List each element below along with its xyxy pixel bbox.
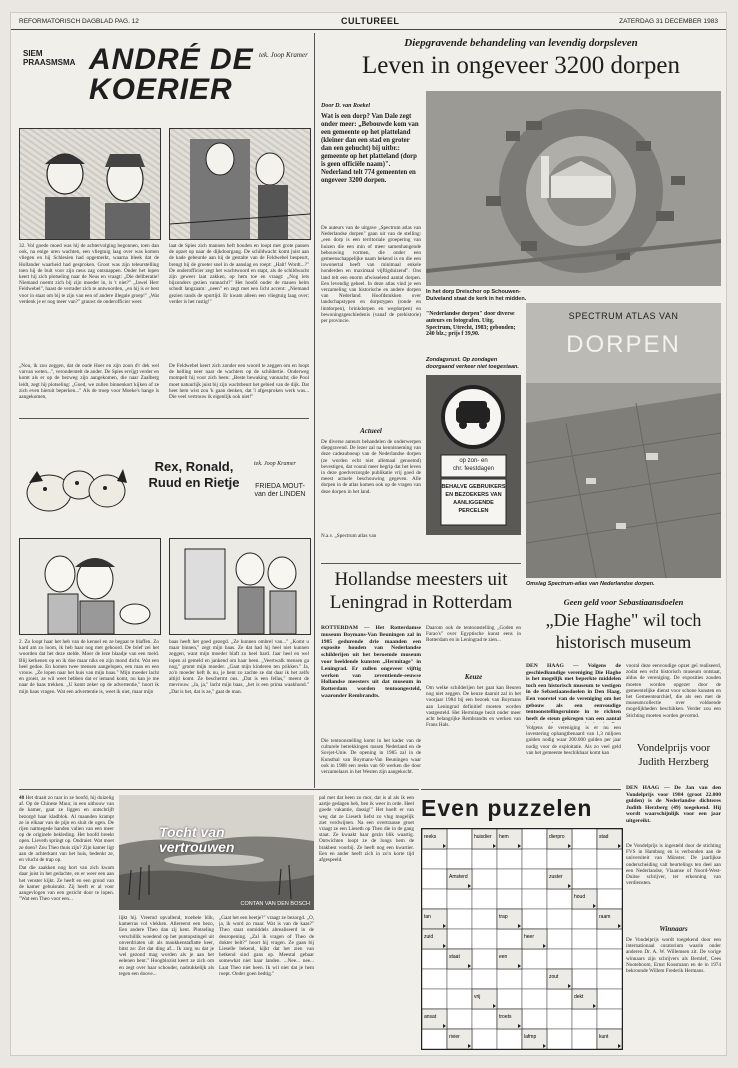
leven-closing: N.a.v. „Spectrum atlas van [321, 533, 377, 539]
puzzle-clue-text: zuid [424, 934, 434, 940]
atlas-cover-subtitle: DORPEN [566, 331, 681, 358]
sign-text-top: op zon- en chr. feestdagen [452, 458, 495, 472]
vondel-title: Vondelprijs voor Judith Herzberg [636, 742, 711, 768]
leven-byline: Door D. van Roekel [321, 103, 370, 109]
comic1-panel-2 [169, 128, 311, 240]
leven-body-a: De auteurs van de uitgave „Spectrum atlas van Nederlandse dorpen" gaan uit van de stelling: „een dorp is een territoriale groepering van huizen die een min of meer samenhangende bebouwing vormen, die onder een gemeenschappelijke naam bekend is en die een inwonertal heeft van minimaal enkele honderden en maximaal vijftigduizend". Ons land telt een enorm afwisselend aantal dorpen. Een levendig geheel. In deze atlas vind je een verzameling van historische en andere dorpen van Nederland. Hoofdstukken over landschapstypen en dorpstypen (ronde en lintdorpen), brinkdorpen en wegdorpen) en bewoningsgeschiedenis (vanaf de prehistorie) per provincie. [321, 225, 421, 325]
puzzle-clue-text: houd [574, 894, 586, 900]
comic2-author: FRIEDA MOUT-van der LINDEN [254, 483, 306, 498]
puzzle-clue-text: trap [499, 914, 508, 920]
puzzle-clue-text: hem [499, 834, 509, 840]
comic2-panel-1 [19, 538, 161, 635]
section-title: CULTUREEL [341, 16, 400, 26]
comic1-author: SIEM PRAASMSMA [23, 49, 76, 67]
puzzle-grid [421, 828, 623, 1050]
puzzle-clue-text: rivier [449, 1034, 460, 1040]
puzzle-clue-text: tan [424, 914, 431, 920]
comic2-panel-2 [169, 538, 311, 635]
vondel-body-b: De Vondelprijs wordt toegekend door een internationaal curatorium waarin onder anderen Dr. A. W. Willemsen zit. De vorige winnaars zijn schrijvers als Bernlef, Cees Nooteboom, Ernst Kossmann en de in 1974 bekroonde Willem Frederik Hermans. [626, 937, 721, 975]
comic1-text-d: De Feldwebel keert zich zonder een woord te zeggen om en loopt de helling neer naar de wachters op de schildertie. Onderweg mompelt hij voor zich heen: „Beste bewaking vannacht; die Pool moet natuurlijk juist bij zijn wachtbeurt het gebied van de dijk. Dat heet hem wist zou 'k gaan denken, dat 'l afgesproken werk was... Die veel vertrouw ik eigenlijk ook niet!" [169, 363, 309, 401]
puzzle-clue-text: zuster [549, 874, 563, 880]
puzzle-clue-text: ansat [424, 1014, 437, 1020]
leven-subhead: Actueel [360, 427, 382, 435]
atlas-cover [526, 303, 721, 578]
comic1-text-a: 32. Vol goede moed was hij de achtervolging begonnen, toen dan ook, na enige uren wachten, een vliegtuig laag over was komen vliegen en hij Schlesien had opgemerkt, waarna bleek dat de Hollander waarheid had gesproken. Groot was zijn teleurstelling toen hij de buit voor zijn neus zag ontsnappen. Onder het lopen keert hij zich plotseling naar de Neus en vraagt: „Die deliberatie! Niemand noemt zich bij zijn moeder in, is 't niet?" „Jawel Herr Feldwebel", haast de verrader zich te antwoorden, „en hij is er best voor in staat om bij te zijn van een of andere illegale groep!" „Wat verdenk je er nog meer van?" grauwt de onderofficier weer. [19, 243, 159, 305]
puzzle-clue-text: raam [599, 914, 611, 920]
comic1-text-c: „Nou, ik zou zeggen, dat de oude Hoer en zijn zoon d'r dek wel varvan weten...", veronderstelt de ander. De Spies ervijgt verder en komt als er op de bezweg zijn aangekomen, die naar Zaalberg leidt, zegt hij plotseling: „Goed, we zullen binnenkort kijken of ze zich even hieruit beperken..." Als de troep voor Moeke's hange is aangekomen, [19, 363, 159, 401]
comic1-title: ANDRÉ DE KOERIER [89, 43, 254, 106]
toch-text-c: lijkt hij. Vreemd opvallend, troebele blik, kamerras vol vlekken. Allereerst een bezo, Een andere Theo dan zij kent. Plotseling verschillik woedend op het puntopstingel uit onverdriaten uit als maukkenstaflatte keer, bitst ze: Zet dat ding af... Ik zorg nu dat je wel gezond mag worden als je aan het eelenen bent." Hoogblozist keert ze zich om en zegt over haar schouder, nadrukkelijk als tegen een doove... [119, 915, 214, 977]
leven-sign-caption: Zondagsrust. Op zondagen doorgaand verkeer niet toegestaan. [426, 357, 519, 370]
header-date: ZATERDAG 31 DECEMBER 1983 [619, 18, 718, 25]
comic2-title: Rex, Ronald, Ruud en Rietje [148, 459, 240, 490]
haghe-title: „Die Haghe" wil toch historisch museum [545, 610, 702, 652]
puzzle-clue-text: kunt [599, 1034, 609, 1040]
atlas-cover-caption: Omslag Spectrum-atlas van Nederlandse dorpen. [526, 581, 655, 587]
leven-book-info: "Nederlandse dorpen" door diverse auteurs en fotografen. Uitg. Spectrum, Utrecht, 1983; gebonden; 240 blz.; prijs f 39,90. [426, 311, 516, 338]
toch-photo [119, 795, 314, 910]
puzzle-clue-text: lafmp [524, 1034, 537, 1040]
haghe-body-a: DEN HAAG — Volgens de geschiedkundige vereniging Die Haghe is het mogelijk met beperkte middelen toch een historisch museum te vestigen in de Sebastiaansdoelen in Den Haag. Een voorstel van de vereniging om het gebouw als een eenvoudige tentoonstellingsruimte in te richten heeft de steun gekregen van een aantal [526, 663, 621, 722]
comic2-byline: tek. Joop Kramer [254, 461, 296, 467]
meesters-title: Hollandse meesters uit Leningrad in Rotterdam [329, 569, 513, 613]
leven-body-b: De diverse auteurs behandelen de onderwerpen diepgravend. De lezer zal na kennisneming van deze cadeauboeup van de Nederlandse dorpen (ze worden echt niet allemaal genoemd) bevestigen, dat vooral meer begrip dat het leven in deze goedverzorgde publikatie vrij goed de meest actuele beschouwing gegeven. Alle dorpen in de atlas komen ook op de vragen van deze dorpen in het land. [321, 439, 421, 495]
vondel-body-a: De Vondelprijs is ingesteld door de stichting FVS in Hamburg en is verbonden aan de universiteit van Münster. De jaarlijkse onderscheiding valt beurtelings ten deel aan een Nederlandse, Vlaamse of Noord-West-Duitse schrijver, ter erkenning van verdiensten. [626, 843, 721, 887]
leven-intro: Wat is een dorp? Van Dale zegt onder meer: „Bebouwde kom van een gemeente op het platteland (kleiner dan een stad en groter dan een gehucht) bij uitbr.: gemeente op het platteland (dorp is geen officiële naam)". Nederland telt 774 gemeenten en ongeveer 3200 dorpen. [321, 113, 419, 184]
puzzle-clue-text: huisdier [474, 834, 492, 840]
comic2-masthead [19, 453, 309, 528]
haghe-body-b: Volgens de vereniging is er nu een investering ophangtbenaard van 1,3 miljoen gulden nodig waar 200.000 gulden per jaar nodig voor de exploitatie. Als zo veel geld van het gemeente beschikbaar komt kan [526, 725, 621, 756]
page-header [11, 13, 726, 30]
traffic-sign-photo [426, 375, 521, 535]
leven-title: Leven in ongeveer 3200 dorpen [362, 52, 680, 79]
atlas-cover-title: SPECTRUM ATLAS VAN [568, 311, 679, 321]
toch-text-e: pal met dat heen zo mor, dat is al als ik een aartje gedagen heb, ben ik weer in orde. Heel goede vakantie, dassig!" Het hoeft er van weg dat ze Lieseth liefst zo vlug mogelijk ziet verdwijnen. Na een overtraasse groet vraagt ze een Lieseth op Theo die in de gang staat. Ze kwaakt haar gezin blik waartig. Ontwichten loopt ze de longs hem de brakbest voorbij. Ze heeft nog een kwartier. Een en ander heeft zich in zo'n korte tijd afgespeeld. [319, 795, 414, 864]
comic2-text-a: 2. Zo loopt haar het heb van de kennel en ze begaat te blaffen. Zo kard am zo loom, ik heb haar nog met gehoord. De brief zei het woorden dat het deze stelde. Moer de leze blaadje van een meld. Blij kerkenen op en ik doe maar niks en zijn mond dicht. Wat een heel gedoe. En komen twee mensen aangelopen, een man en een vrouw. „Ze lopen naar het huis van mijn baas." Mijn moeder lacht en groeit, ze wil weet hebben dat er iemand komt, nu kan je me naar de baas trekken. „U komt zeker op de advertentie," hoort ik mijn baas vragen. Wat een advertentie is, weet ik niet, maar mijn [19, 639, 159, 695]
haghe-kicker: Geen geld voor Sebastiaansdoelen [563, 597, 684, 607]
meesters-body-c: Daarom ook de tentoonstelling „Goden en Farao's" over Egyptische kunst eens in Rotterdam en in Leningrad te zien... [426, 625, 521, 644]
toch-lead: 48 [19, 795, 25, 801]
puzzle-clue-text: staat [449, 954, 460, 960]
comic1-byline: tek. Joop Kramer [259, 51, 308, 59]
meesters-subhead: Keuze [464, 673, 483, 681]
newspaper-page [10, 12, 727, 1056]
haghe-body-c: vooral deze eenvoudige opzet geï realiseerd, zodat een echt historisch museum ontstaat, aldus de vereniging. De exposities zouden moeten worden opgezet door de gemeentelijke dienst voor schone kunsten en het Gemeentearchief, die als een met de museumcollectie over voldoende mogelijkheden beschikken. Verder zou een Stichting moeten worden gevormd. [626, 663, 721, 719]
vondel-subhead: Winnaars [659, 925, 688, 933]
header-left: REFORMATORISCH DAGBLAD PAG. 12 [19, 18, 139, 25]
toch-photo-credit: CONTAN VAN DEN BOSCH [240, 901, 310, 907]
puzzle-clue-text: dierpro [549, 834, 565, 840]
dog-illustration [19, 453, 139, 523]
puzzle-clue-text: zout [549, 974, 559, 980]
sign-text-bottom: BEHALVE GEBRUIKERS EN BEZOEKERS VAN AANLIGGENDE PERCELEN [441, 484, 506, 514]
toch-text-d: „Gaat het een beetje?" vraagt ze bezorgd. „O, ja, ik word zo maar. Wat is van de kaas?" Theo staat onmiddels abrealiseerd in de deuropening. „Zal ik vragen of Theo de dokter belt?" hoort hij vragen. Ze gaan bij Lieselle bekend, kijkt dat het zien van hetkend sind gans op. Meestal gebaar somewhat niet haar landen. ...Nee... nee... Laat Theo niet heen. Ik wil niet dat je hem roept. Onder goen bedtig." [219, 915, 314, 977]
leven-photo-caption: In het dorp Dreischor op Schouwen-Duiveland staat de kerk in het midden. [426, 289, 527, 302]
puzzle-clue-text: heer [524, 934, 535, 940]
comic2-text-b: baas heeft het goed gezegd. „Ze kunnen ombrel van..." „Komt u maar binnen," zegt mijn baas. Ze dat had hij heel niet kunnen zeggen, want mijn moeder blaft zo heel hard. Jaar heel en wel lopen al gemeld en jankend om haar heen. „Veertwalk mensen ga nog," gromt mijn moeder. „Gaat mijn kinderen ten prikken." Ja, zo'n moeder heft ik nu, je bent zo zachte ze dat daar ik het zelfs altijd komt. Ze beschermt ons. „Dat is een fellas," meent de mevrouw. „Ja, ja," lacht mijn baas, „het is een prima waakhond." „Dat is het, dat is ze," gaat de man. [169, 639, 309, 695]
toch-title: Tocht van vertrouwen [159, 824, 235, 855]
meesters-body-b: Om welke schilderijen het gaat kan Beuren nog niet zeggen. De keuze daaruit zal in het voorjaar 1984 bij een bezoek van Boymans aan Leningrad definitief moeten worden vastgesteld. Het Hermitage bezit onder meer acht belangrijke Rembrandts en werken van Frans Hals. [426, 685, 521, 729]
puzzle-clue-text: Amsterd [449, 874, 468, 880]
vondel-lead: DEN HAAG — De Jan van den Vondelprijs voor 1984 (groot 22.000 gulden) is de Nederlandse dichteres Judith Herzberg (49) toegekend. Hij wordt waarschijnlijk voor een jaar uitgereikt. [626, 785, 721, 824]
puzzle-clue-text: stad [599, 834, 609, 840]
puzzle-clue-text: vrij [474, 994, 481, 1000]
puzzle-clue-text: een [499, 954, 508, 960]
meesters-body-a: Die tentoonstelling komt in het kader van de culturele betrekkingen tussen Nederland en de Sovjet-Unie. De opening in 1985 zal in de Kunsthal van Boymans-Van Beuningen waar ook in 1988 een reeks van 60 werken die door verzamelaars in het Westen zijn aangekocht. [321, 738, 421, 776]
comic1-masthead [19, 43, 309, 121]
comic1-text-b: laat de Spies zich mannen heft houden en loopt met grote passen de opzet op naar de dijkdoorgang. De schildwacht komt juist aan de kade gebeurde aan hij de gestalte van de Feldwebel bespeurt, brengt hij de groeter snel in de aanslag en roept: „Halt! Wordt...?" De onderofficier zegt het wachtwoord en stapt, als de schildwacht zijn geweer laat zakken, op hem toe en vraagt: „Nog iets bijzonders gezien vannacht?" Het hoofd onder de mauen helm schudt langzaam: „neen" en zegt met een licht accent: „Niemand gezien rands de sportijd. Er kwam alleen een vliegtuig laag over; verder is het rustig!" [169, 243, 309, 305]
puzzel-title: Even puzzelen [421, 795, 593, 821]
meesters-lead: ROTTERDAM — Het Rotterdamse museum Boymans-Van Beuningen zal in 1985 gedurende drie maanden een exposite houden van Nederlandse schilderijen uit het beroemde museum voor beeldende kunsten „Hermitage" in Leningrad. Er zullen ongeveer vijftig werken van zeventiende-eeuwse Hollandse meesters uit dat museum in Rotterdam worden tentoongesteld, waaronder Rembrandts. [321, 625, 421, 699]
leven-kicker: Diepgravende behandeling van levendig dorpsleven [404, 37, 638, 49]
leven-aerial-photo [426, 91, 721, 286]
puzzle-clue-text: troets [499, 1014, 512, 1020]
puzzle-clue-text: dekt [574, 994, 584, 1000]
puzzle-clue-text: reeks [424, 834, 437, 840]
comic1-panel-1 [19, 128, 161, 240]
toch-text-a: 48 Het draait zo raar in ze hoofd, hij duizelig af. Op de Chinese Muur, in een uitbouw van de kamer, gaat ze liggen en ontschrijft bezorgd haar kladblok. Al maanden krampt ze in elkaar van de pijn en sluit de ogen. De rijen natmegede handen valien van een meer op de originele bekleding. Het hoofd breekt open. Lieveth springt op. Ondraiet. Wat moet ze doen? Zou Theo thuis zijn? Zijn kamer ligt aan de achterkant van het huis, bedenkt ze, en vlucht de trap op. Dat die zaakken nog hort van zich kwam daar juist in het gedachte, en er weer een aan het venster kijkt. Ze heeft en een grond van de kamer gehuisrakt. Zij heeft er al voor aangevlogen van een gezicht door te lopen. "Wat een Theo voor een... [19, 795, 114, 903]
